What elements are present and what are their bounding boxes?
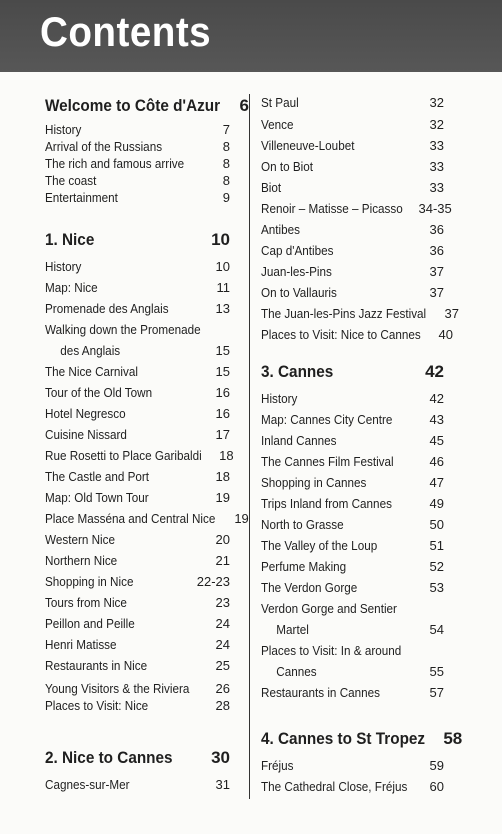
toc-entry[interactable]: [45, 258, 230, 275]
toc-entry-page: 24: [215, 637, 230, 652]
toc-entry-page: 19: [234, 511, 249, 526]
toc-entry-title: des Anglais: [60, 343, 121, 358]
toc-entry[interactable]: [261, 221, 444, 238]
toc-entry-title: Tours from Nice: [45, 595, 127, 610]
toc-entry-page: 45: [429, 433, 444, 448]
toc-entry-title: Walking down the Promenade: [45, 322, 201, 337]
toc-entry-title: On to Vallauris: [261, 285, 337, 300]
toc-entry-page: 15: [215, 343, 230, 358]
toc-entry[interactable]: [45, 594, 230, 611]
toc-entry[interactable]: [45, 426, 230, 443]
toc-entry-page: 40: [438, 327, 453, 342]
toc-entry-page: 36: [429, 243, 444, 258]
toc-entry[interactable]: [261, 200, 452, 217]
toc-entry-title: Entertainment: [45, 190, 118, 205]
toc-entry-title: Peillon and Peille: [45, 616, 135, 631]
toc-entry[interactable]: [45, 121, 230, 138]
toc-entry-title: Villeneuve-Loubet: [261, 138, 355, 153]
toc-entry-title: Young Visitors & the Riviera: [45, 681, 190, 696]
toc-entry-title: Tour of the Old Town: [45, 385, 153, 400]
toc-entry[interactable]: [45, 697, 230, 714]
page-title: Contents: [40, 8, 212, 55]
toc-entry[interactable]: [45, 300, 230, 317]
toc-entry[interactable]: [45, 279, 230, 296]
toc-entry-page: 21: [215, 553, 230, 568]
toc-entry-title: The Nice Carnival: [45, 364, 138, 379]
toc-entry-title: St Paul: [261, 95, 299, 110]
toc-entry[interactable]: [45, 636, 230, 653]
toc-entry-title: Map: Nice: [45, 280, 98, 295]
toc-entry[interactable]: [261, 600, 444, 617]
toc-entry-title: Cagnes-sur-Mer: [45, 777, 130, 792]
toc-entry-title: Western Nice: [45, 532, 116, 547]
toc-entry[interactable]: [45, 510, 249, 527]
toc-entry-page: 32: [429, 95, 444, 110]
toc-entry-title: The Cannes Film Festival: [261, 454, 394, 469]
toc-entry-title: Shopping in Cannes: [261, 475, 367, 490]
toc-entry-title: Cap d'Antibes: [261, 243, 334, 258]
toc-entry-page: 8: [222, 173, 230, 188]
toc-entry-title: Places to Visit: Nice to Cannes: [261, 327, 421, 342]
toc-entry-page: 33: [429, 159, 444, 174]
toc-entry-title: Vence: [261, 117, 294, 132]
toc-entry-page: 24: [215, 616, 230, 631]
toc-entry-page: 57: [429, 685, 444, 700]
toc-entry-page: 32: [429, 117, 444, 132]
toc-entry[interactable]: [261, 579, 444, 596]
toc-entry-page: 43: [429, 412, 444, 427]
toc-entry[interactable]: [45, 573, 230, 590]
toc-entry-page: 54: [429, 622, 444, 637]
toc-entry[interactable]: [261, 411, 444, 428]
column-divider: [249, 94, 250, 799]
toc-entry-page: 28: [215, 698, 230, 713]
toc-entry[interactable]: [261, 137, 444, 154]
toc-entry-page: 58: [443, 729, 463, 748]
toc-entry-page: 36: [429, 222, 444, 237]
toc-entry[interactable]: [45, 680, 230, 697]
toc-section-heading[interactable]: [45, 230, 230, 250]
toc-entry-page: 25: [215, 658, 230, 673]
toc-entry-title: Restaurants in Cannes: [261, 685, 381, 700]
toc-entry-page: 53: [429, 580, 444, 595]
toc-entry-page: 42: [425, 362, 444, 381]
toc-entry-title: Henri Matisse: [45, 637, 117, 652]
toc-entry[interactable]: [261, 242, 444, 259]
toc-entry-title: Martel: [276, 622, 309, 637]
toc-entry-page: 50: [429, 517, 444, 532]
toc-entry[interactable]: [45, 657, 230, 674]
toc-entry-page: 6: [239, 96, 249, 115]
toc-entry[interactable]: [45, 615, 230, 632]
toc-entry-page: 9: [222, 190, 230, 205]
toc-entry-title: Juan-les-Pins: [261, 264, 332, 279]
toc-entry-page: 37: [444, 306, 459, 321]
toc-entry[interactable]: [45, 138, 230, 155]
toc-entry[interactable]: [45, 776, 230, 793]
toc-entry-title: Cannes: [276, 664, 317, 679]
toc-entry-page: 34-35: [418, 201, 452, 216]
toc-entry-title: 1. Nice: [45, 230, 95, 249]
toc-entry-title: North to Grasse: [261, 517, 344, 532]
toc-entry-title: On to Biot: [261, 159, 314, 174]
toc-entry-page: 15: [215, 364, 230, 379]
toc-entry[interactable]: [45, 468, 230, 485]
toc-entry[interactable]: [261, 263, 444, 280]
toc-entry-title: 4. Cannes to St Tropez: [261, 729, 426, 748]
toc-entry[interactable]: [45, 189, 230, 206]
toc-entry-page: 55: [429, 664, 444, 679]
toc-entry-page: 47: [429, 475, 444, 490]
toc-entry-page: 37: [429, 285, 444, 300]
toc-entry-page: 13: [215, 301, 230, 316]
toc-entry-title: Trips Inland from Cannes: [261, 496, 392, 511]
toc-entry-page: 42: [429, 391, 444, 406]
toc-entry[interactable]: [261, 158, 444, 175]
toc-entry-title: History: [45, 259, 82, 274]
toc-entry[interactable]: [261, 663, 444, 680]
toc-entry-title: Inland Cannes: [261, 433, 337, 448]
toc-entry-page: 31: [215, 777, 230, 792]
toc-entry-page: 8: [222, 139, 230, 154]
toc-entry[interactable]: [261, 778, 444, 795]
toc-entry-title: 3. Cannes: [261, 362, 334, 381]
toc-entry[interactable]: [261, 757, 444, 774]
toc-entry[interactable]: [45, 342, 230, 359]
toc-entry[interactable]: [261, 284, 444, 301]
toc-entry-title: The Valley of the Loup: [261, 538, 378, 553]
toc-entry[interactable]: [261, 474, 444, 491]
toc-entry-page: 33: [429, 138, 444, 153]
toc-entry[interactable]: [261, 94, 444, 111]
contents-header: [0, 0, 502, 72]
toc-entry-page: 16: [215, 406, 230, 421]
toc-entry-title: Northern Nice: [45, 553, 118, 568]
toc-section-heading[interactable]: [45, 96, 249, 116]
toc-entry-title: Places to Visit: In & around: [261, 643, 402, 658]
toc-entry[interactable]: [261, 642, 444, 659]
toc-entry-page: 7: [222, 122, 230, 137]
toc-entry-title: Restaurants in Nice: [45, 658, 148, 673]
toc-entry-page: 11: [216, 280, 230, 295]
toc-entry-title: Antibes: [261, 222, 301, 237]
toc-entry-title: The coast: [45, 173, 97, 188]
toc-entry-title: Welcome to Côte d'Azur: [45, 96, 221, 115]
toc-entry[interactable]: [261, 684, 444, 701]
toc-entry-title: The Castle and Port: [45, 469, 150, 484]
toc-entry[interactable]: [261, 326, 453, 343]
toc-entry[interactable]: [45, 531, 230, 548]
toc-entry-title: Map: Cannes City Centre: [261, 412, 393, 427]
toc-entry[interactable]: [45, 363, 230, 380]
toc-entry-page: 30: [211, 748, 230, 767]
toc-entry-page: 51: [429, 538, 444, 553]
toc-entry-title: 2. Nice to Cannes: [45, 748, 173, 767]
toc-entry-page: 59: [429, 758, 444, 773]
toc-entry-title: Fréjus: [261, 758, 294, 773]
toc-entry-page: 17: [215, 427, 230, 442]
toc-entry-page: 46: [429, 454, 444, 469]
toc-entry-title: Renoir – Matisse – Picasso: [261, 201, 403, 216]
toc-entry[interactable]: [261, 390, 444, 407]
toc-entry-title: History: [45, 122, 82, 137]
toc-entry-title: Cuisine Nissard: [45, 427, 127, 442]
toc-entry[interactable]: [45, 489, 230, 506]
toc-entry-title: Shopping in Nice: [45, 574, 134, 589]
toc-entry-title: Perfume Making: [261, 559, 347, 574]
toc-entry[interactable]: [261, 305, 459, 322]
toc-entry-page: 10: [215, 259, 230, 274]
toc-entry-title: The Cathedral Close, Fréjus: [261, 779, 408, 794]
toc-entry-page: 49: [429, 496, 444, 511]
toc-section-heading[interactable]: [45, 748, 230, 768]
toc-entry-page: 26: [215, 681, 230, 696]
toc-entry-page: 60: [429, 779, 444, 794]
toc-entry[interactable]: [261, 453, 444, 470]
toc-entry-title: The rich and famous arrive: [45, 156, 185, 171]
toc-entry[interactable]: [45, 405, 230, 422]
toc-entry-page: 18: [219, 448, 234, 463]
toc-entry-page: 8: [222, 156, 230, 171]
toc-entry-title: Place Masséna and Central Nice: [45, 511, 216, 526]
toc-entry[interactable]: [45, 321, 230, 338]
toc-entry[interactable]: [261, 179, 444, 196]
toc-entry[interactable]: [261, 558, 444, 575]
toc-entry-title: Rue Rosetti to Place Garibaldi: [45, 448, 202, 463]
toc-entry-title: Promenade des Anglais: [45, 301, 169, 316]
toc-entry-title: Hotel Negresco: [45, 406, 126, 421]
toc-entry[interactable]: [261, 621, 444, 638]
toc-entry-page: 37: [429, 264, 444, 279]
toc-entry-title: The Verdon Gorge: [261, 580, 358, 595]
toc-entry[interactable]: [261, 516, 444, 533]
toc-entry-title: Map: Old Town Tour: [45, 490, 149, 505]
toc-entry-page: 18: [215, 469, 230, 484]
toc-entry-title: Places to Visit: Nice: [45, 698, 149, 713]
toc-entry[interactable]: [45, 384, 230, 401]
toc-entry[interactable]: [45, 447, 234, 464]
toc-entry[interactable]: [45, 155, 230, 172]
toc-entry-page: 16: [215, 385, 230, 400]
toc-entry-page: 33: [429, 180, 444, 195]
toc-entry-page: 22-23: [196, 574, 230, 589]
toc-section-heading[interactable]: [261, 362, 444, 382]
toc-entry[interactable]: [45, 172, 230, 189]
toc-entry-title: The Juan-les-Pins Jazz Festival: [261, 306, 427, 321]
toc-entry[interactable]: [261, 495, 444, 512]
toc-entry[interactable]: [261, 432, 444, 449]
toc-entry[interactable]: [261, 537, 444, 554]
toc-entry[interactable]: [261, 116, 444, 133]
toc-entry-title: Arrival of the Russians: [45, 139, 163, 154]
toc-entry-title: Biot: [261, 180, 282, 195]
toc-entry[interactable]: [45, 552, 230, 569]
toc-entry-page: 23: [215, 595, 230, 610]
toc-section-heading[interactable]: [261, 729, 463, 749]
toc-entry-page: 20: [215, 532, 230, 547]
toc-entry-page: 19: [215, 490, 230, 505]
toc-entry-page: 10: [211, 230, 230, 249]
toc-entry-title: History: [261, 391, 298, 406]
toc-entry-title: Verdon Gorge and Sentier: [261, 601, 397, 616]
toc-entry-page: 52: [429, 559, 444, 574]
